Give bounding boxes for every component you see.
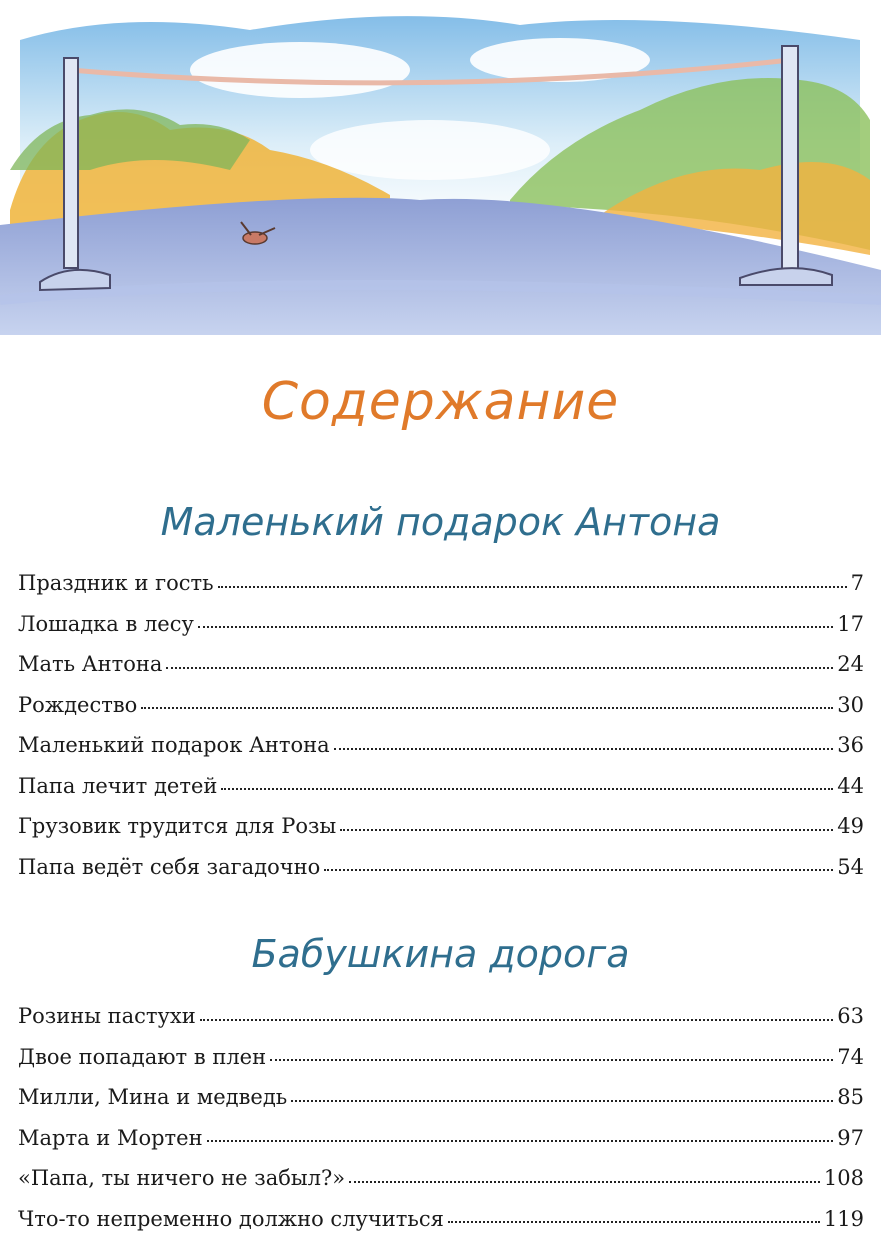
toc-entry[interactable] — [18, 1118, 864, 1159]
toc-entry-label: Розины пастухи — [18, 996, 200, 1037]
toc-page-number: 7 — [847, 563, 864, 604]
toc-entry-label: Марта и Мортен — [18, 1118, 207, 1159]
page-title: Содержание — [0, 372, 881, 432]
toc-leader — [340, 829, 833, 831]
toc-leader — [141, 707, 833, 709]
toc-entry[interactable] — [18, 1077, 864, 1118]
toc-leader — [166, 667, 833, 669]
toc-page-number: 17 — [833, 604, 864, 645]
toc-leader — [218, 586, 847, 588]
toc-entry-label: Папа ведёт себя загадочно — [18, 847, 324, 888]
toc-leader — [270, 1059, 833, 1061]
toc-entry[interactable] — [18, 685, 864, 726]
toc-entry-label: Грузовик трудится для Розы — [18, 806, 340, 847]
toc-page-number: 97 — [833, 1118, 864, 1159]
toc-page-number: 36 — [833, 725, 864, 766]
toc-page-number: 119 — [820, 1199, 864, 1239]
section-title: Маленький подарок Антона — [0, 500, 881, 544]
toc-entry[interactable] — [18, 604, 864, 645]
toc-leader — [448, 1221, 820, 1223]
toc-entry[interactable] — [18, 1037, 864, 1078]
section-title: Бабушкина дорога — [0, 932, 881, 976]
toc-leader — [221, 788, 833, 790]
toc-entry[interactable] — [18, 766, 864, 807]
road-finish-line-illustration — [0, 0, 881, 335]
toc-entry[interactable] — [18, 806, 864, 847]
toc-entry[interactable] — [18, 996, 864, 1037]
toc-page-number: 49 — [833, 806, 864, 847]
toc-entry-label: Что-то непременно должно случиться — [18, 1199, 448, 1239]
toc-leader — [200, 1019, 834, 1021]
toc-leader — [198, 626, 833, 628]
toc-entry-label: Маленький подарок Антона — [18, 725, 334, 766]
toc-page-number: 108 — [820, 1158, 864, 1199]
toc-leader — [324, 869, 833, 871]
toc-page-number: 24 — [833, 644, 864, 685]
toc-page-number: 54 — [833, 847, 864, 888]
toc-page-number: 85 — [833, 1077, 864, 1118]
toc-entry-label: Папа лечит детей — [18, 766, 221, 807]
toc-leader — [349, 1181, 820, 1183]
toc-leader — [207, 1140, 834, 1142]
toc-page-number: 63 — [833, 996, 864, 1037]
toc-entry[interactable] — [18, 644, 864, 685]
toc-entry-label: Рождество — [18, 685, 141, 726]
toc-entry-label: Праздник и гость — [18, 563, 218, 604]
toc-entry[interactable] — [18, 563, 864, 604]
toc-page-number: 44 — [833, 766, 864, 807]
toc-entry-label: Мать Антона — [18, 644, 166, 685]
toc-list — [18, 563, 864, 887]
toc-entry[interactable] — [18, 725, 864, 766]
toc-page-number: 74 — [833, 1037, 864, 1078]
toc-entry-label: «Папа, ты ничего не забыл?» — [18, 1158, 349, 1199]
toc-entry-label: Двое попадают в плен — [18, 1037, 270, 1078]
toc-entry-label: Милли, Мина и медведь — [18, 1077, 291, 1118]
toc-list — [18, 996, 864, 1239]
toc-entry[interactable] — [18, 1158, 864, 1199]
toc-leader — [291, 1100, 833, 1102]
toc-entry[interactable] — [18, 847, 864, 888]
toc-leader — [334, 748, 834, 750]
toc-page-number: 30 — [833, 685, 864, 726]
toc-entry-label: Лошадка в лесу — [18, 604, 198, 645]
